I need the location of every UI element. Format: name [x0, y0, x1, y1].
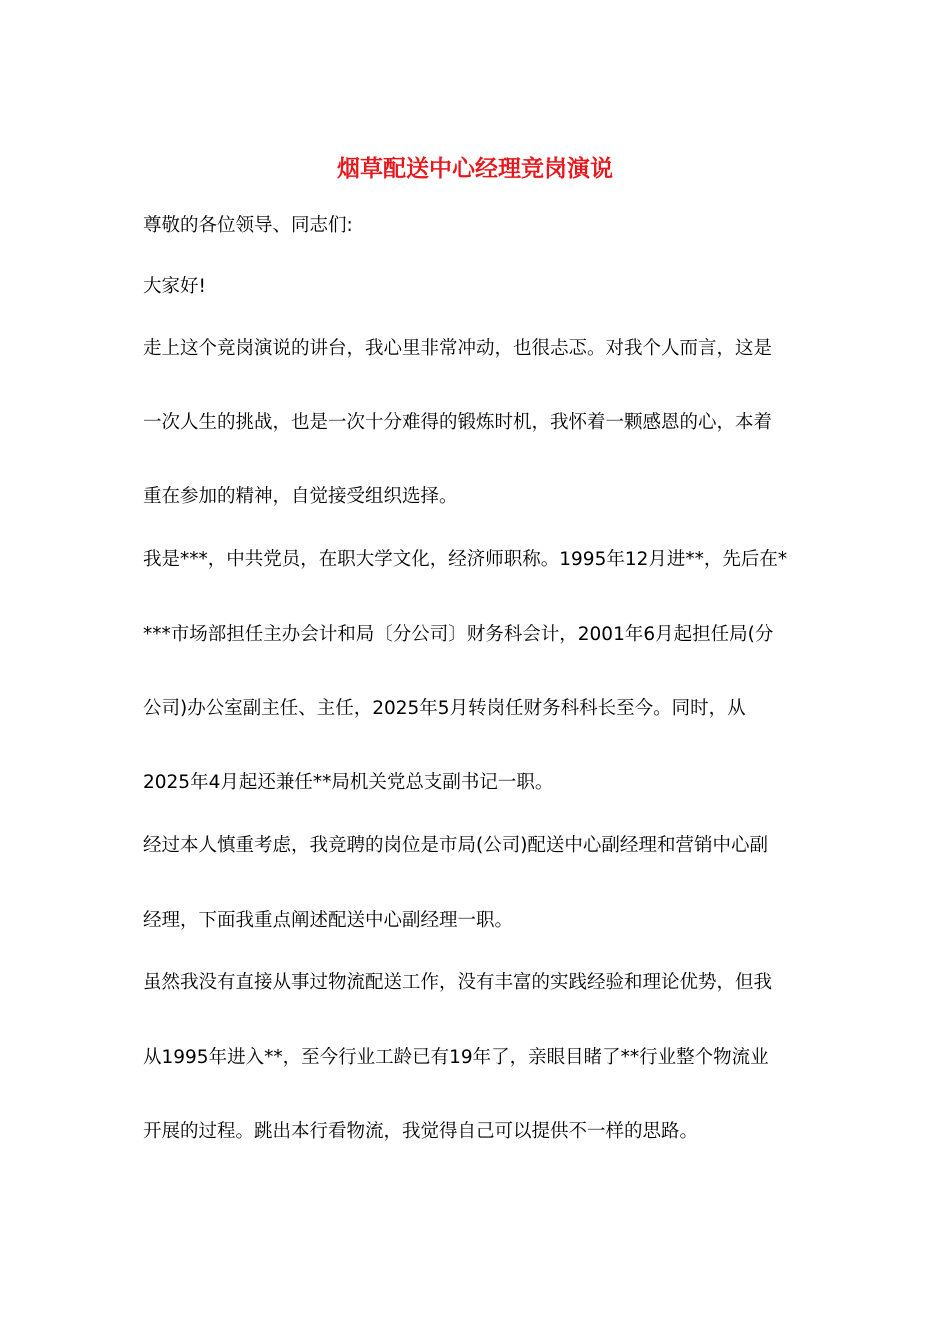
- paragraph-3-line-2: 经理，下面我重点阐述配送中心副经理一职。: [143, 910, 514, 931]
- paragraph-3-line-1: 经过本人慎重考虑，我竞聘的岗位是市局(公司)配送中心副经理和营销中心副: [143, 835, 768, 856]
- paragraph-1-line-1: 走上这个竞岗演说的讲台，我心里非常冲动，也很忐忑。对我个人而言，这是: [143, 338, 773, 359]
- paragraph-1-line-2: 一次人生的挑战，也是一次十分难得的锻炼时机，我怀着一颗感恩的心，本着: [143, 412, 773, 433]
- paragraph-4-line-1: 虽然我没有直接从事过物流配送工作，没有丰富的实践经验和理论优势，但我: [143, 972, 773, 993]
- paragraph-2-line-3: 公司)办公室副主任、主任，2025年5月转岗任财务科科长至今。同时，从: [143, 698, 746, 719]
- document-title: 烟草配送中心经理竞岗演说: [337, 156, 613, 182]
- salutation-line: 尊敬的各位领导、同志们:: [143, 215, 353, 236]
- paragraph-2-line-1: 我是***，中共党员，在职大学文化，经济师职称。1995年12月进**，先后在*: [143, 549, 788, 570]
- paragraph-1-line-3: 重在参加的精神，自觉接受组织选择。: [143, 486, 458, 507]
- greeting-line: 大家好!: [143, 276, 206, 297]
- paragraph-2-line-4: 2025年4月起还兼任**局机关党总支副书记一职。: [143, 772, 554, 793]
- paragraph-4-line-2: 从1995年进入**，至今行业工龄已有19年了，亲眼目睹了**行业整个物流业: [143, 1047, 769, 1068]
- paragraph-2-line-2: ***市场部担任主办会计和局〔分公司〕财务科会计，2001年6月起担任局(分: [143, 624, 774, 645]
- paragraph-4-line-3: 开展的过程。跳出本行看物流，我觉得自己可以提供不一样的思路。: [143, 1121, 699, 1142]
